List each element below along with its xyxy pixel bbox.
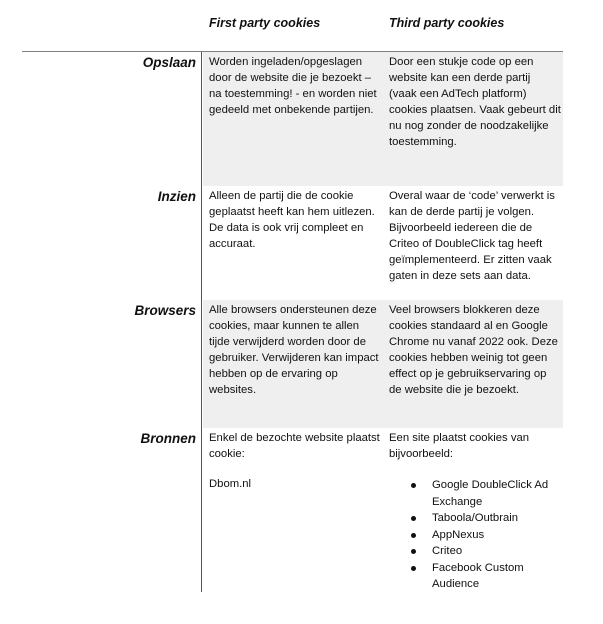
table-row-opslaan [0, 52, 603, 186]
list-item: Taboola/Outbrain [389, 510, 562, 527]
row-label: Inzien [157, 189, 196, 204]
cell-first-party: Alleen de partij die de cookie geplaatst heeft kan hem uitlezen. De data is ook vrij compleet en accuraat. [209, 190, 375, 250]
header-first-party: First party cookies [209, 16, 321, 30]
example-site: Dbom.nl [209, 478, 252, 490]
cell-first-party: Worden ingeladen/opgeslagen door de website die je bezoekt – na toestemming! - en worden niet gedeeld met onbekende partijen. [209, 56, 377, 116]
table-row-bronnen [0, 428, 603, 592]
column-divider [201, 52, 202, 592]
list-item: AppNexus [389, 527, 562, 544]
table-row-browsers [0, 300, 603, 428]
list-item: Google DoubleClick Ad Exchange [389, 477, 562, 510]
cell-first-party: Enkel de bezochte website plaatst cookie: [209, 432, 380, 460]
cell-third-party: Door een stukje code op een website kan een derde partij (vaak een AdTech platform) cookies plaatsen. Vaak gebeurt dit nu nog zonder de noodzakelijke toestemming. [389, 56, 561, 148]
cell-third-party: Een site plaatst cookies van bijvoorbeeld: [389, 432, 530, 460]
list-item: Criteo [389, 543, 562, 560]
cell-third-party: Overal waar de ‘code’ verwerkt is kan de derde partij je volgen. Bijvoorbeeld iedereen die de Criteo of DoubleClick tag heeft geïmplementeerd. Er zitten vaak gaten in deze sets aan data. [389, 190, 555, 282]
header-third-party: Third party cookies [389, 16, 505, 30]
third-party-source-list [389, 477, 562, 593]
row-label: Opslaan [142, 55, 196, 70]
row-label: Bronnen [140, 431, 196, 446]
cell-third-party: Veel browsers blokkeren deze cookies standaard al en Google Chrome nu vanaf 2022 ook. Deze cookies hebben weinig tot geen effect op je gebruikservaring op de website die je bezoekt. [389, 304, 558, 396]
cell-first-party: Alle browsers ondersteunen deze cookies, maar kunnen te allen tijde verwijderd worden door de gebruiker. Verwijderen kan impact hebben op de ervaring op websites. [209, 304, 379, 396]
row-label: Browsers [134, 303, 196, 318]
list-item: Facebook Custom Audience [389, 560, 562, 593]
table-row-inzien [0, 186, 603, 300]
